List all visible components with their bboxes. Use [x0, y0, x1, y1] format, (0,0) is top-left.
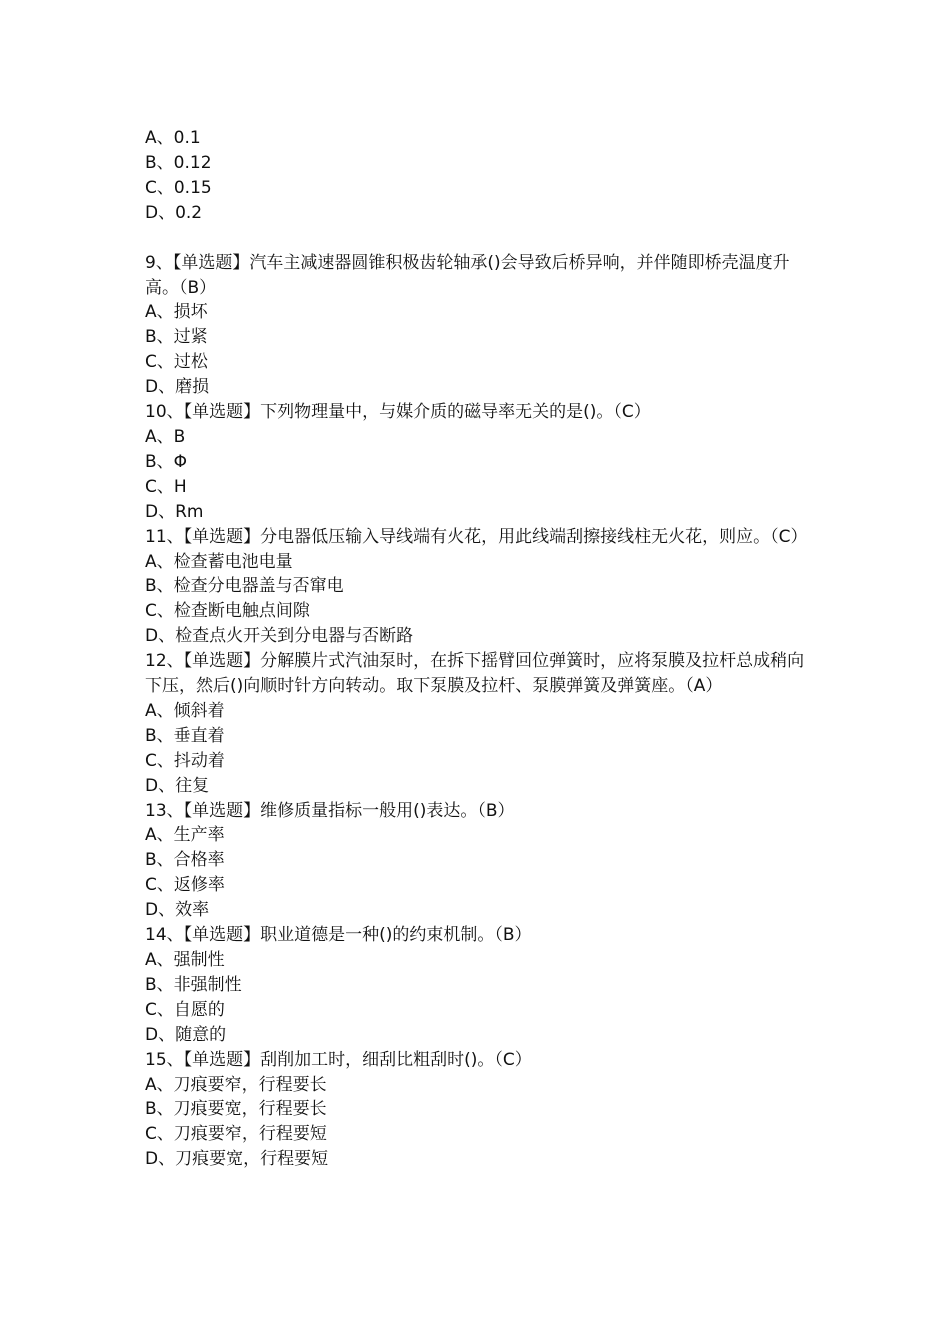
option-c: C、检查断电触点间隙 [145, 601, 310, 622]
spacer [145, 226, 810, 251]
question-text: 12、【单选题】分解膜片式汽油泵时，在拆下摇臂回位弹簧时，应将泵膜及拉杆总成稍向下压，然后()向顺时针方向转动。取下泵膜及拉杆、泵膜弹簧及弹簧座。（A） [145, 651, 805, 697]
question-11 [145, 525, 810, 650]
option-b: B、非强制性 [145, 974, 242, 995]
option-a: A、0.1 [145, 128, 201, 148]
question-text: 13、【单选题】维修质量指标一般用()表达。（B） [145, 800, 515, 821]
option-a: A、强制性 [145, 950, 225, 970]
option-d: D、0.2 [145, 202, 203, 223]
question-13 [145, 799, 810, 924]
option-c: C、0.15 [145, 177, 212, 198]
option-c: C、过松 [145, 352, 208, 373]
option-c: C、自愿的 [145, 999, 225, 1020]
option-c: C、刀痕要窄，行程要短 [145, 1124, 327, 1145]
question-text: 11、【单选题】分电器低压输入导线端有火花，用此线端刮擦接线柱无火花，则应。（C） [145, 526, 808, 547]
option-a: A、刀痕要窄，行程要长 [145, 1074, 327, 1095]
question-10 [145, 400, 810, 525]
option-a: A、生产率 [145, 825, 225, 846]
option-d: D、效率 [145, 900, 210, 921]
option-b: B、垂直着 [145, 725, 225, 746]
option-a: A、B [145, 426, 186, 447]
question-12 [145, 649, 810, 798]
question-text: 9、【单选题】汽车主减速器圆锥积极齿轮轴承()会导致后桥异响，并伴随即桥壳温度升高。（B） [145, 252, 790, 298]
option-b: B、过紧 [145, 327, 208, 348]
page-content [145, 126, 810, 1172]
option-d: D、随意的 [145, 1024, 227, 1045]
option-b: B、合格率 [145, 850, 225, 871]
option-d: D、磨损 [145, 377, 210, 398]
option-d: D、检查点火开关到分电器与否断路 [145, 626, 414, 647]
question-9 [145, 251, 810, 400]
option-a: A、倾斜着 [145, 700, 225, 721]
option-d: D、Rm [145, 501, 204, 522]
option-d: D、刀痕要宽，行程要短 [145, 1149, 329, 1170]
question-15 [145, 1048, 810, 1173]
option-a: A、损坏 [145, 302, 208, 323]
option-b: B、0.12 [145, 152, 212, 173]
option-b: B、检查分电器盖与否窜电 [145, 576, 344, 597]
option-c: C、抖动着 [145, 750, 225, 771]
question-text: 10、【单选题】下列物理量中，与媒介质的磁导率无关的是()。（C） [145, 402, 651, 423]
question-14 [145, 923, 810, 1048]
option-c: C、返修率 [145, 875, 225, 896]
question-text: 15、【单选题】刮削加工时，细刮比粗刮时()。（C） [145, 1049, 532, 1070]
option-b: B、刀痕要宽，行程要长 [145, 1099, 327, 1120]
option-d: D、往复 [145, 775, 210, 796]
option-a: A、检查蓄电池电量 [145, 551, 293, 572]
option-b: B、Φ [145, 451, 188, 472]
option-c: C、H [145, 476, 187, 497]
question-text: 14、【单选题】职业道德是一种()的约束机制。（B） [145, 925, 532, 946]
